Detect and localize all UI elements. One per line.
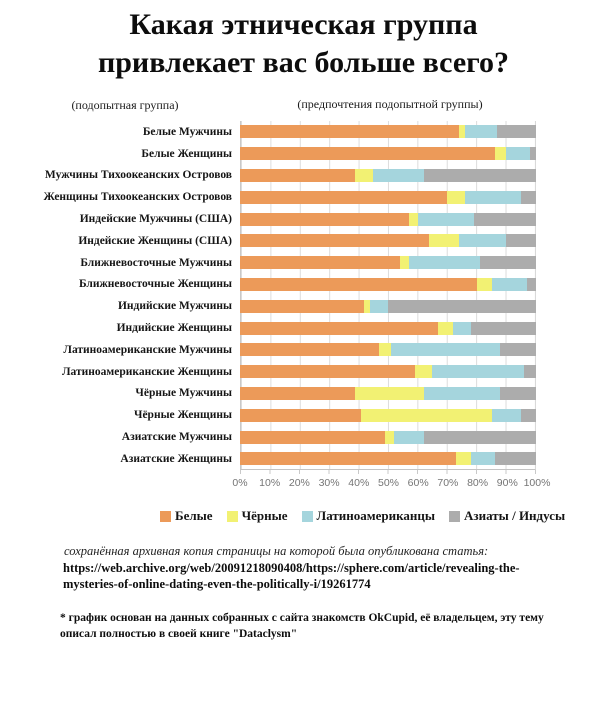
bar-segment-asians <box>480 256 536 269</box>
legend-item <box>227 508 288 524</box>
stacked-bar <box>240 300 536 313</box>
x-tick-label: 80% <box>467 477 489 489</box>
x-tick-label: 20% <box>288 477 310 489</box>
x-tick-label: 30% <box>318 477 340 489</box>
bar-segment-asians <box>424 431 536 444</box>
chart-row <box>0 339 607 361</box>
bar-segment-latinos <box>492 278 528 291</box>
chart-row <box>0 274 607 296</box>
bar-segment-whites <box>240 234 429 247</box>
stacked-bar <box>240 169 536 182</box>
category-label: Ближневосточные Мужчины <box>80 256 232 269</box>
stacked-bar <box>240 125 536 138</box>
bar-segment-asians <box>474 213 536 226</box>
bar-area <box>240 431 536 444</box>
bar-area <box>240 452 536 465</box>
stacked-bar <box>240 343 536 356</box>
category-label: Азиатские Женщины <box>120 452 232 465</box>
bar-segment-whites <box>240 387 355 400</box>
legend-label: Чёрные <box>241 508 288 523</box>
bar-segment-latinos <box>492 409 522 422</box>
chart-title-line1: Какая этническая группа <box>129 8 478 41</box>
bar-segment-whites <box>240 452 456 465</box>
bar-segment-asians <box>521 191 536 204</box>
chart-row <box>0 317 607 339</box>
category-label: Чёрные Женщины <box>134 409 232 422</box>
bar-area <box>240 234 536 247</box>
stacked-bar <box>240 365 536 378</box>
stacked-bar <box>240 387 536 400</box>
chart-row <box>0 143 607 165</box>
chart-row <box>0 426 607 448</box>
bar-segment-asians <box>521 409 536 422</box>
bar-segment-latinos <box>453 322 471 335</box>
bar-segment-whites <box>240 431 385 444</box>
chart-row <box>0 295 607 317</box>
bar-segment-asians <box>530 147 536 160</box>
bar-segment-blacks <box>355 387 423 400</box>
category-label: Белые Женщины <box>141 147 232 160</box>
bar-segment-blacks <box>415 365 433 378</box>
bar-segment-asians <box>500 343 536 356</box>
category-label: Женщины Тихоокеанских Островов <box>43 191 232 204</box>
bar-segment-asians <box>471 322 536 335</box>
stacked-bar <box>240 322 536 335</box>
bar-segment-asians <box>500 387 536 400</box>
stacked-bar <box>240 191 536 204</box>
bar-area <box>240 278 536 291</box>
stacked-bar <box>240 409 536 422</box>
bar-area <box>240 213 536 226</box>
bar-segment-latinos <box>465 125 498 138</box>
bar-segment-blacks <box>409 213 418 226</box>
chart-row <box>0 404 607 426</box>
legend-swatch-latinos <box>302 511 313 522</box>
bar-area <box>240 365 536 378</box>
category-label: Индийские Женщины <box>116 322 232 335</box>
bar-segment-blacks <box>400 256 409 269</box>
bar-segment-whites <box>240 278 477 291</box>
bar-area <box>240 256 536 269</box>
x-tick-label: 100% <box>523 477 551 489</box>
bar-segment-asians <box>424 169 536 182</box>
legend-swatch-asians <box>449 511 460 522</box>
footer-note: * график основан на данных собранных с сайта знакомств OkCupid, её владельцем, эту тему описал полностью в своей книге "Dataclysm" <box>60 612 544 640</box>
footer-archive-caption: сохранённая архивная копия страницы на которой была опубликована статья: <box>64 544 489 558</box>
chart-row <box>0 361 607 383</box>
legend-label: Латиноамериканцы <box>316 508 436 523</box>
stacked-bar <box>240 431 536 444</box>
bar-segment-latinos <box>432 365 524 378</box>
stacked-bar <box>240 452 536 465</box>
legend-item <box>160 508 213 524</box>
bar-segment-whites <box>240 322 438 335</box>
legend-swatch-blacks <box>227 511 238 522</box>
chart-row <box>0 252 607 274</box>
category-label: Мужчины Тихоокеанских Островов <box>44 169 232 182</box>
bar-segment-blacks <box>438 322 453 335</box>
chart-row <box>0 448 607 470</box>
footer-archive-url: https://web.archive.org/web/20091218090408/https://sphere.com/article/revealing-the-mysteries-of-online-dating-even-the-politically-i/19261774 <box>63 561 520 592</box>
bar-segment-whites <box>240 343 379 356</box>
chart-row <box>0 121 607 143</box>
bar-area <box>240 343 536 356</box>
x-tick-label: 70% <box>437 477 459 489</box>
bar-area <box>240 409 536 422</box>
chart-row <box>0 230 607 252</box>
bar-segment-whites <box>240 256 400 269</box>
bar-segment-blacks <box>379 343 391 356</box>
bar-segment-asians <box>388 300 536 313</box>
bar-segment-whites <box>240 191 447 204</box>
bar-area <box>240 169 536 182</box>
bar-segment-latinos <box>424 387 501 400</box>
legend-swatch-whites <box>160 511 171 522</box>
category-label: Ближневосточные Женщины <box>78 278 232 291</box>
bar-area <box>240 387 536 400</box>
bar-segment-latinos <box>394 431 424 444</box>
x-axis-labels <box>232 477 551 491</box>
x-tick-label: 90% <box>496 477 518 489</box>
chart-rows <box>0 121 607 470</box>
bar-segment-latinos <box>418 213 474 226</box>
bar-segment-asians <box>527 278 536 291</box>
bar-segment-blacks <box>385 431 394 444</box>
stacked-bar <box>240 278 536 291</box>
bar-segment-asians <box>524 365 536 378</box>
bar-segment-latinos <box>370 300 388 313</box>
bar-area <box>240 300 536 313</box>
bar-segment-blacks <box>447 191 465 204</box>
bar-segment-blacks <box>355 169 373 182</box>
stacked-bar <box>240 147 536 160</box>
x-tick-label: 40% <box>348 477 370 489</box>
bar-segment-whites <box>240 125 459 138</box>
axis-ticks <box>240 470 536 474</box>
legend-item <box>302 508 436 524</box>
bar-segment-asians <box>495 452 536 465</box>
legend-label: Белые <box>175 508 213 523</box>
category-label: Индейские Мужчины (США) <box>79 213 232 226</box>
bar-segment-blacks <box>477 278 492 291</box>
bar-segment-latinos <box>471 452 495 465</box>
legend-label: Азиаты / Индусы <box>464 508 566 523</box>
bar-segment-blacks <box>495 147 507 160</box>
stacked-bar <box>240 256 536 269</box>
x-tick-label: 0% <box>232 477 248 489</box>
bar-segment-blacks <box>456 452 471 465</box>
bar-segment-whites <box>240 169 355 182</box>
bar-segment-blacks <box>361 409 491 422</box>
category-label: Белые Мужчины <box>142 125 232 138</box>
legend <box>160 508 565 524</box>
group-axis-label: (подопытная группа) <box>71 98 179 112</box>
bar-area <box>240 147 536 160</box>
category-label: Чёрные Мужчины <box>135 387 232 400</box>
category-label: Индейские Женщины (США) <box>78 234 232 247</box>
chart-title-line2: привлекает вас больше всего? <box>97 46 510 79</box>
stacked-bar <box>240 234 536 247</box>
bar-area <box>240 322 536 335</box>
stacked-bar-chart <box>0 121 607 496</box>
x-tick-label: 60% <box>407 477 429 489</box>
category-label: Латиноамериканские Мужчины <box>63 343 232 356</box>
bar-segment-whites <box>240 409 361 422</box>
category-label: Азиатские Мужчины <box>121 431 232 444</box>
bar-segment-blacks <box>429 234 459 247</box>
page-title <box>0 6 607 82</box>
bar-area <box>240 191 536 204</box>
chart-row <box>0 208 607 230</box>
bar-segment-latinos <box>506 147 530 160</box>
bar-segment-whites <box>240 300 364 313</box>
bar-segment-latinos <box>465 191 521 204</box>
bar-segment-whites <box>240 213 409 226</box>
bar-segment-asians <box>506 234 536 247</box>
bar-segment-latinos <box>459 234 506 247</box>
bar-segment-latinos <box>391 343 501 356</box>
chart-row <box>0 165 607 187</box>
legend-item <box>449 508 565 524</box>
bar-segment-latinos <box>409 256 480 269</box>
x-tick-label: 10% <box>259 477 281 489</box>
chart-row <box>0 186 607 208</box>
bar-segment-whites <box>240 365 415 378</box>
preferences-axis-label: (предпочтения подопытной группы) <box>297 97 483 111</box>
stacked-bar <box>240 213 536 226</box>
bar-segment-asians <box>497 125 535 138</box>
bar-area <box>240 125 536 138</box>
category-label: Индийские Мужчины <box>117 300 232 313</box>
chart-row <box>0 383 607 405</box>
bar-segment-latinos <box>373 169 423 182</box>
category-label: Латиноамериканские Женщины <box>61 365 232 378</box>
x-tick-label: 50% <box>377 477 400 489</box>
bar-segment-whites <box>240 147 495 160</box>
